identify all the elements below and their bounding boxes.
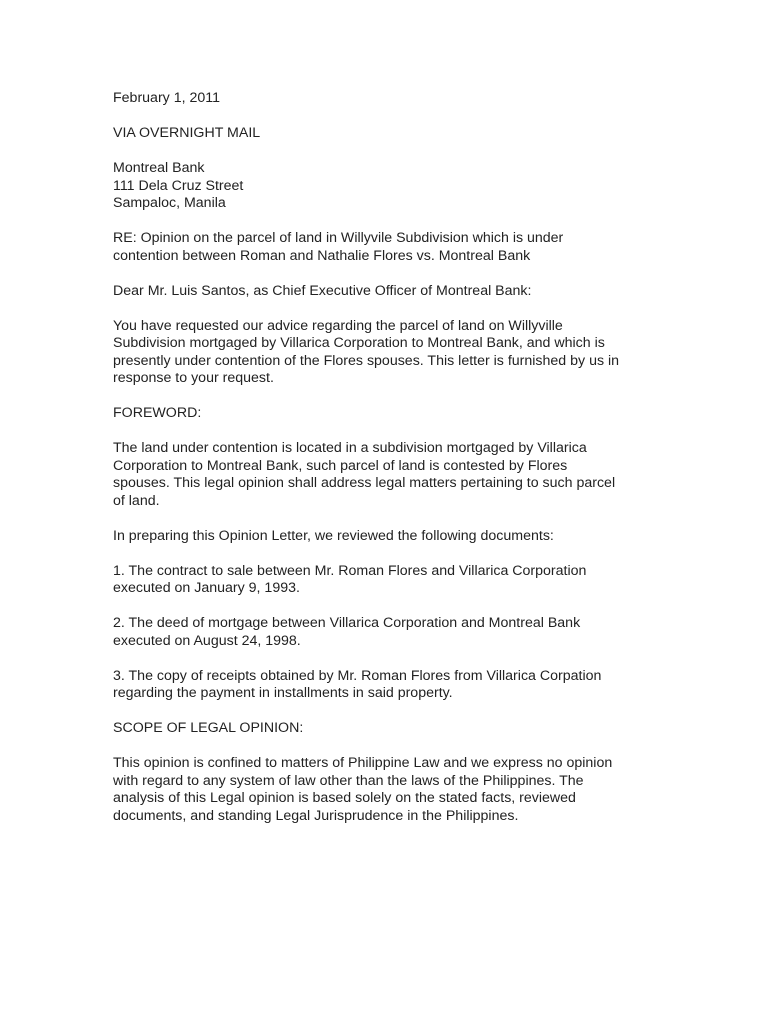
paragraph-line: analysis of this Legal opinion is based solely on the stated facts, reviewed [113,790,576,806]
delivery-line: VIA OVERNIGHT MAIL [113,125,261,141]
recipient-name: Montreal Bank [113,160,205,176]
recipient-city: Sampaloc, Manila [113,195,226,211]
document-item-2 [113,615,673,650]
list-item-line: 2. The deed of mortgage between Villarica Corporation and Montreal Bank [113,615,581,631]
paragraph-line: Subdivision mortgaged by Villarica Corporation to Montreal Bank, and which is [113,335,605,351]
paragraph-line: documents, and standing Legal Jurisprudence in the Philippines. [113,807,519,824]
recipient-street: 111 Dela Cruz Street [113,177,244,194]
heading-line: FOREWORD: [113,405,202,421]
letter-date [113,90,673,108]
list-item-line: 1. The contract to sale between Mr. Roman Flores and Villarica Corporation [113,562,587,579]
heading-line: SCOPE OF LEGAL OPINION: [113,720,304,736]
subject-line [113,230,673,265]
paragraph-line: In preparing this Opinion Letter, we reviewed the following documents: [113,527,554,544]
review-intro [113,528,673,546]
paragraph-line: response to your request. [113,370,274,386]
recipient-address [113,160,673,213]
subject-text-line: RE: Opinion on the parcel of land in Willyvile Subdivision which is under [113,230,564,246]
paragraph-line: presently under contention of the Flores spouses. This letter is furnished by us in [113,352,620,369]
list-item-line: executed on January 9, 1993. [113,580,300,596]
document-item-3 [113,668,673,703]
paragraph-line: You have requested our advice regarding the parcel of land on Willyville [113,317,563,334]
delivery-method [113,125,673,143]
scope-heading [113,720,673,738]
date-line: February 1, 2011 [113,90,220,106]
intro-paragraph [113,318,673,388]
list-item-line: regarding the payment in installments in said property. [113,685,453,701]
list-item-line: 3. The copy of receipts obtained by Mr. Roman Flores from Villarica Corpation [113,667,602,684]
foreword-heading [113,405,673,423]
scope-paragraph [113,755,673,825]
salutation [113,283,673,301]
paragraph-line: The land under contention is located in a subdivision mortgaged by Villarica [113,440,587,456]
foreword-paragraph [113,440,673,510]
list-item-line: executed on August 24, 1998. [113,632,301,649]
salutation-line: Dear Mr. Luis Santos, as Chief Executive Officer of Montreal Bank: [113,282,532,299]
letter-body [113,90,673,843]
paragraph-line: of land. [113,492,160,509]
paragraph-line: spouses. This legal opinion shall address legal matters pertaining to such parcel [113,475,616,491]
paragraph-line: This opinion is confined to matters of Philippine Law and we express no opinion [113,755,613,771]
subject-text-line: contention between Roman and Nathalie Flores vs. Montreal Bank [113,247,531,264]
document-item-1 [113,563,673,598]
paragraph-line: Corporation to Montreal Bank, such parcel of land is contested by Flores [113,457,568,474]
paragraph-line: with regard to any system of law other than the laws of the Philippines. The [113,772,584,789]
